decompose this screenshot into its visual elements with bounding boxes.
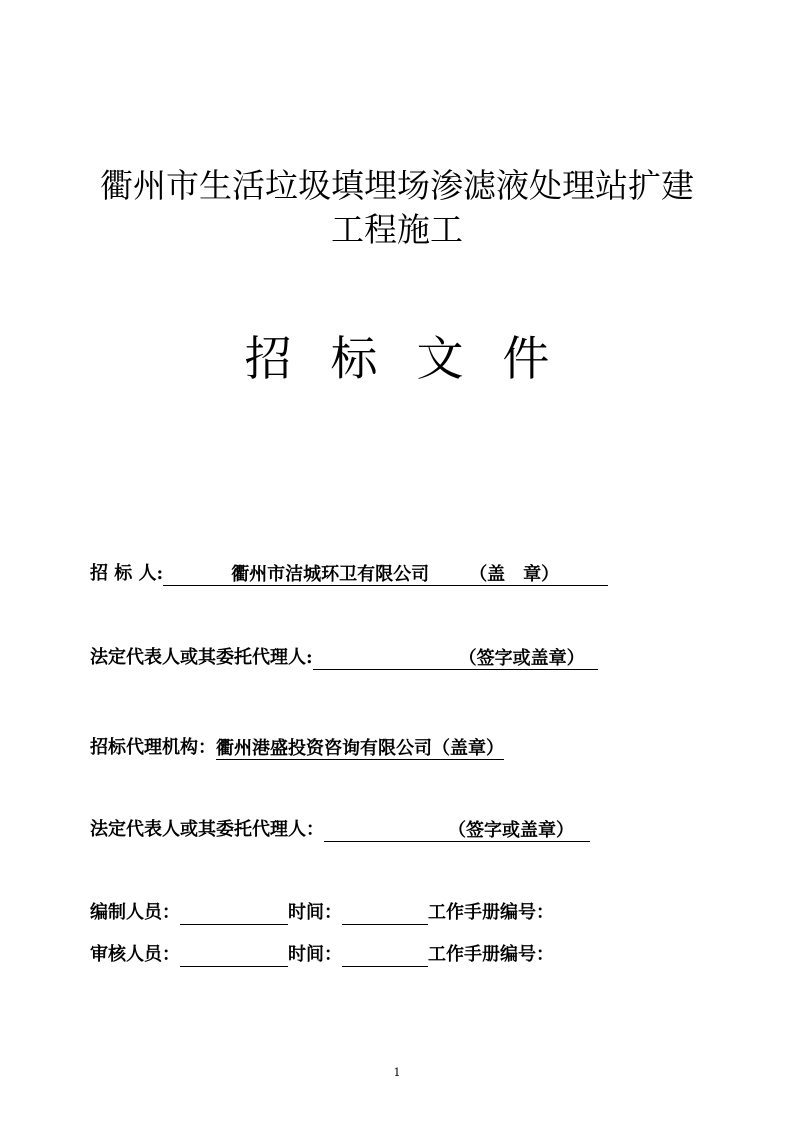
compile-label: 编制人员： bbox=[90, 902, 180, 923]
document-title-line-2: 工程施工 bbox=[331, 210, 463, 249]
document-title-line-1: 衢州市生活垃圾填埋场渗滤液处理站扩建 bbox=[100, 166, 694, 205]
review-manual-label: 工作手册编号： bbox=[428, 944, 554, 965]
agency-label: 招标代理机构： bbox=[90, 737, 216, 758]
legal-rep-label: 法定代表人或其委托代理人： bbox=[90, 819, 324, 840]
review-name-field bbox=[180, 946, 288, 967]
legal-rep-row-1 bbox=[90, 646, 598, 670]
compile-time-label: 时间： bbox=[288, 902, 342, 923]
tenderer-seal: （盖 章） bbox=[469, 564, 560, 585]
doc-type-char: 件 bbox=[502, 332, 550, 387]
compile-row bbox=[90, 901, 554, 925]
doc-type-char: 标 bbox=[330, 332, 378, 387]
legal-rep-seal: （签字或盖章） bbox=[448, 820, 574, 841]
page-number: 1 bbox=[393, 1066, 401, 1079]
compile-manual-label: 工作手册编号： bbox=[428, 902, 554, 923]
tenderer-value: 衢州市洁城环卫有限公司 bbox=[231, 564, 430, 585]
legal-rep-field bbox=[324, 819, 590, 842]
doc-type-char: 文 bbox=[416, 332, 464, 387]
agency-field bbox=[216, 737, 504, 760]
review-time-field bbox=[342, 946, 428, 967]
legal-rep-label: 法定代表人或其委托代理人: bbox=[90, 647, 313, 668]
doc-type-char: 招 bbox=[244, 332, 292, 387]
legal-rep-seal: （签字或盖章） bbox=[458, 648, 585, 669]
review-label: 审核人员： bbox=[90, 944, 180, 965]
review-time-label: 时间： bbox=[288, 944, 342, 965]
review-row bbox=[90, 943, 554, 967]
compile-name-field bbox=[180, 904, 288, 925]
agency-row bbox=[90, 736, 504, 760]
legal-rep-field bbox=[313, 647, 598, 670]
agency-value: 衢州港盛投资咨询有限公司（盖章） bbox=[216, 738, 504, 759]
doc-type-heading bbox=[0, 322, 794, 389]
tenderer-label: 招 标 人: bbox=[90, 563, 164, 584]
tenderer-row bbox=[90, 562, 608, 586]
legal-rep-row-2 bbox=[90, 818, 590, 842]
compile-time-field bbox=[342, 904, 428, 925]
tenderer-field bbox=[163, 563, 608, 586]
